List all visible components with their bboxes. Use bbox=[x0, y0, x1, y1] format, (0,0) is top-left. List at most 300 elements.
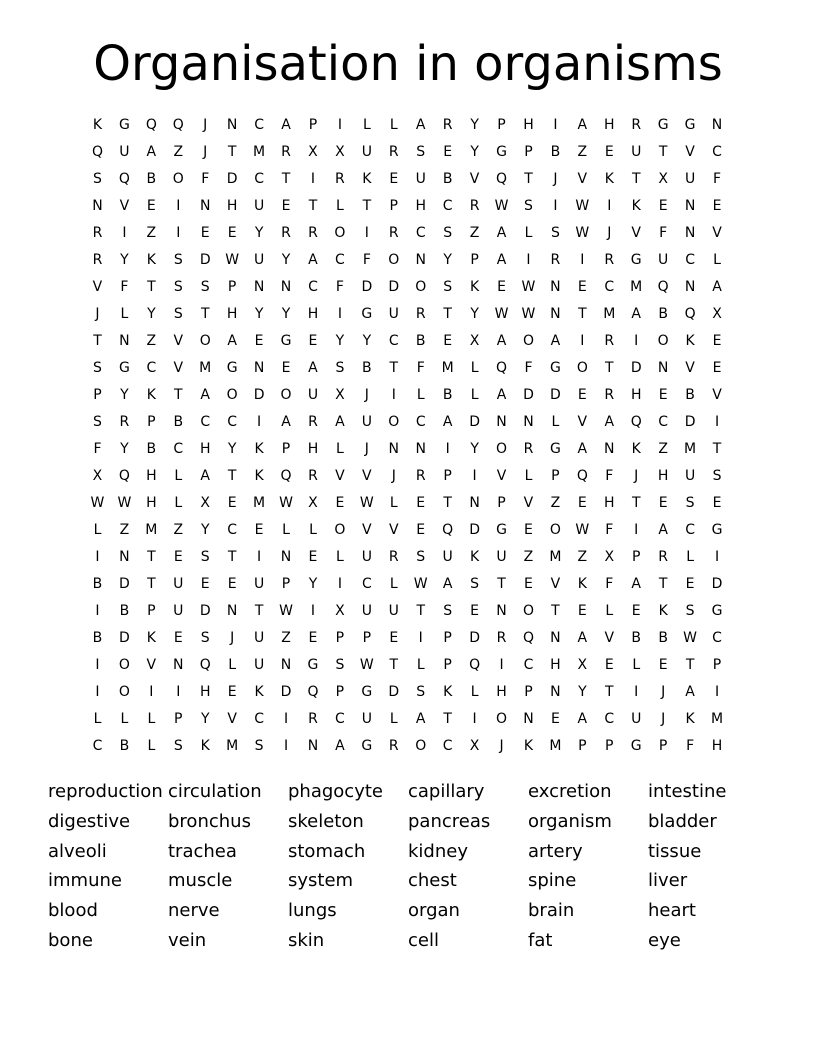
grid-letter: Y bbox=[254, 225, 264, 241]
grid-letter: G bbox=[549, 360, 561, 376]
grid-letter: D bbox=[684, 414, 696, 430]
grid-letter: S bbox=[173, 252, 183, 268]
grid-letter: T bbox=[93, 333, 102, 349]
grid-letter: K bbox=[443, 684, 453, 700]
grid-letter: X bbox=[92, 468, 103, 484]
grid-letter: B bbox=[631, 630, 642, 646]
grid-letter: C bbox=[442, 738, 453, 754]
grid-letter: T bbox=[227, 468, 237, 484]
grid-letter: T bbox=[712, 441, 722, 457]
grid-letter: W bbox=[683, 630, 698, 646]
grid-letter: I bbox=[283, 738, 289, 754]
grid-letter: G bbox=[226, 360, 238, 376]
grid-letter: G bbox=[118, 117, 130, 133]
grid-letter: S bbox=[200, 630, 210, 646]
grid-letter: E bbox=[416, 495, 426, 511]
grid-letter: I bbox=[607, 198, 612, 214]
grid-letter: T bbox=[551, 603, 560, 619]
grid-letter: X bbox=[658, 171, 668, 187]
grid-letter: R bbox=[415, 306, 426, 322]
grid-letter: F bbox=[362, 252, 371, 268]
grid-letter: Q bbox=[118, 171, 130, 187]
grid-letter: S bbox=[335, 657, 345, 673]
grid-letter: Q bbox=[684, 306, 696, 322]
word-list-item: muscle bbox=[168, 870, 233, 892]
grid-letter: V bbox=[362, 522, 372, 538]
grid-letter: H bbox=[496, 684, 507, 700]
grid-letter: R bbox=[388, 738, 399, 754]
grid-letter: V bbox=[92, 279, 103, 295]
word-list-item: artery bbox=[528, 840, 583, 862]
grid-letter: L bbox=[120, 711, 129, 727]
grid-letter: C bbox=[335, 252, 345, 268]
grid-letter: U bbox=[307, 387, 319, 403]
grid-letter: K bbox=[200, 738, 210, 754]
grid-letter: X bbox=[308, 495, 318, 511]
grid-letter: D bbox=[469, 630, 480, 646]
grid-letter: Z bbox=[173, 144, 184, 160]
grid-letter: S bbox=[173, 738, 183, 754]
grid-letter: L bbox=[389, 495, 398, 511]
grid-letter: Y bbox=[470, 306, 479, 322]
grid-letter: S bbox=[254, 738, 264, 754]
word-list-item: blood bbox=[48, 900, 98, 922]
grid-letter: J bbox=[553, 171, 558, 187]
grid-letter: L bbox=[120, 306, 129, 322]
grid-letter: M bbox=[630, 279, 643, 295]
grid-letter: C bbox=[442, 198, 453, 214]
grid-letter: E bbox=[227, 225, 237, 241]
grid-letter: X bbox=[200, 495, 211, 511]
grid-letter: Z bbox=[577, 549, 588, 565]
grid-letter: Q bbox=[307, 684, 319, 700]
grid-letter: F bbox=[686, 738, 695, 754]
grid-letter: S bbox=[470, 576, 480, 592]
grid-letter: G bbox=[549, 441, 561, 457]
grid-letter: L bbox=[416, 657, 425, 673]
grid-letter: E bbox=[524, 576, 533, 592]
grid-letter: A bbox=[577, 711, 588, 727]
grid-letter: Z bbox=[173, 522, 184, 538]
grid-letter: B bbox=[658, 306, 668, 322]
word-list-item: nerve bbox=[168, 900, 220, 922]
grid-letter: E bbox=[281, 360, 291, 376]
grid-letter: X bbox=[712, 306, 722, 322]
grid-letter: Q bbox=[199, 657, 211, 673]
grid-letter: K bbox=[685, 711, 695, 727]
grid-letter: C bbox=[388, 333, 399, 349]
grid-letter: B bbox=[362, 360, 372, 376]
grid-letter: J bbox=[391, 468, 396, 484]
grid-letter: P bbox=[470, 252, 479, 268]
grid-letter: J bbox=[203, 144, 208, 160]
grid-letter: S bbox=[173, 306, 183, 322]
grid-letter: A bbox=[227, 333, 237, 349]
grid-letter: U bbox=[173, 603, 184, 619]
grid-letter: O bbox=[334, 522, 346, 538]
grid-letter: B bbox=[119, 738, 130, 754]
grid-letter: A bbox=[281, 414, 291, 430]
word-list-item: kidney bbox=[408, 840, 468, 862]
grid-letter: I bbox=[634, 684, 639, 700]
grid-letter: U bbox=[253, 252, 265, 268]
grid-letter: A bbox=[577, 441, 588, 457]
grid-letter: A bbox=[550, 333, 561, 349]
grid-letter: N bbox=[415, 252, 426, 268]
grid-letter: N bbox=[226, 117, 238, 133]
grid-letter: P bbox=[335, 630, 345, 646]
grid-letter: W bbox=[575, 522, 590, 538]
word-list-item: phagocyte bbox=[288, 781, 383, 802]
grid-letter: I bbox=[364, 225, 369, 241]
grid-letter: S bbox=[712, 468, 722, 484]
grid-letter: N bbox=[550, 684, 561, 700]
grid-letter: H bbox=[604, 495, 615, 511]
grid-letter: I bbox=[310, 171, 316, 187]
grid-letter: P bbox=[524, 684, 533, 700]
grid-letter: U bbox=[361, 711, 372, 727]
grid-letter: P bbox=[605, 738, 614, 754]
grid-letter: B bbox=[442, 387, 453, 403]
grid-letter: N bbox=[92, 198, 103, 214]
grid-letter: U bbox=[658, 252, 669, 268]
grid-letter: E bbox=[685, 576, 695, 592]
grid-letter: K bbox=[146, 387, 156, 403]
word-list-item: stomach bbox=[288, 840, 366, 862]
grid-letter: V bbox=[604, 630, 615, 646]
grid-letter: T bbox=[578, 306, 587, 322]
grid-letter: A bbox=[415, 117, 426, 133]
grid-letter: U bbox=[631, 711, 642, 727]
grid-letter: K bbox=[577, 576, 587, 592]
grid-letter: A bbox=[281, 117, 291, 133]
grid-letter: M bbox=[226, 738, 239, 754]
grid-letter: A bbox=[442, 414, 453, 430]
grid-letter: D bbox=[523, 387, 534, 403]
grid-letter: K bbox=[523, 738, 534, 754]
grid-letter: E bbox=[173, 549, 183, 565]
grid-letter: R bbox=[119, 414, 130, 430]
grid-letter: N bbox=[469, 495, 480, 511]
grid-letter: C bbox=[415, 414, 426, 430]
grid-letter: E bbox=[389, 171, 399, 187]
grid-letter: C bbox=[712, 144, 722, 160]
grid-letter: A bbox=[200, 468, 210, 484]
grid-letter: Y bbox=[443, 252, 452, 268]
grid-letter: N bbox=[496, 414, 507, 430]
grid-letter: L bbox=[713, 252, 721, 268]
grid-letter: T bbox=[631, 171, 641, 187]
grid-letter: T bbox=[416, 603, 425, 619]
grid-letter: N bbox=[280, 549, 292, 565]
grid-letter: I bbox=[472, 468, 477, 484]
grid-letter: U bbox=[388, 603, 399, 619]
grid-letter: Q bbox=[522, 630, 534, 646]
grid-letter: B bbox=[146, 171, 157, 187]
grid-letter: E bbox=[200, 576, 210, 592]
word-list-item: liver bbox=[648, 870, 688, 892]
grid-letter: R bbox=[604, 387, 615, 403]
grid-letter: E bbox=[550, 711, 560, 727]
grid-letter: M bbox=[441, 360, 454, 376]
word-list-item: vein bbox=[168, 929, 207, 951]
grid-letter: H bbox=[523, 117, 534, 133]
grid-letter: L bbox=[605, 603, 614, 619]
grid-letter: A bbox=[496, 252, 507, 268]
grid-letter: U bbox=[253, 630, 265, 646]
grid-letter: T bbox=[254, 603, 264, 619]
grid-letter: R bbox=[523, 441, 534, 457]
grid-letter: T bbox=[362, 198, 372, 214]
grid-letter: E bbox=[335, 495, 345, 511]
grid-letter: W bbox=[413, 576, 428, 592]
grid-letter: Z bbox=[146, 225, 157, 241]
word-list-item: capillary bbox=[408, 781, 485, 802]
grid-letter: I bbox=[257, 549, 262, 565]
grid-letter: A bbox=[442, 576, 453, 592]
grid-letter: K bbox=[146, 630, 156, 646]
grid-letter: T bbox=[524, 171, 533, 187]
grid-letter: N bbox=[523, 414, 534, 430]
grid-letter: E bbox=[254, 522, 264, 538]
grid-letter: M bbox=[549, 738, 562, 754]
grid-letter: G bbox=[711, 522, 723, 538]
grid-letter: T bbox=[308, 198, 318, 214]
grid-letter: C bbox=[146, 360, 157, 376]
grid-letter: P bbox=[497, 117, 506, 133]
grid-letter: J bbox=[364, 441, 369, 457]
grid-letter: S bbox=[443, 279, 453, 295]
grid-letter: R bbox=[604, 333, 615, 349]
grid-letter: U bbox=[253, 657, 265, 673]
grid-letter: T bbox=[281, 171, 291, 187]
grid-letter: V bbox=[146, 657, 157, 673]
grid-letter: D bbox=[361, 279, 373, 295]
grid-letter: B bbox=[415, 333, 426, 349]
grid-letter: C bbox=[254, 117, 264, 133]
grid-letter: A bbox=[200, 387, 210, 403]
grid-letter: Y bbox=[470, 117, 479, 133]
grid-letter: Q bbox=[630, 414, 642, 430]
grid-letter: C bbox=[227, 522, 238, 538]
grid-letter: E bbox=[254, 333, 264, 349]
grid-letter: A bbox=[308, 252, 318, 268]
grid-letter: S bbox=[416, 684, 426, 700]
grid-letter: Y bbox=[308, 576, 318, 592]
grid-letter: P bbox=[443, 468, 452, 484]
grid-letter: L bbox=[174, 468, 183, 484]
grid-letter: M bbox=[253, 144, 266, 160]
grid-letter: K bbox=[362, 171, 372, 187]
grid-letter: U bbox=[684, 171, 696, 187]
grid-letter: C bbox=[658, 414, 669, 430]
word-list-item: heart bbox=[648, 900, 696, 922]
grid-letter: P bbox=[712, 657, 722, 673]
grid-letter: T bbox=[497, 576, 506, 592]
grid-letter: T bbox=[147, 549, 156, 565]
grid-letter: I bbox=[634, 522, 639, 538]
grid-letter: H bbox=[307, 306, 319, 322]
grid-letter: P bbox=[551, 468, 560, 484]
grid-letter: O bbox=[496, 711, 508, 727]
grid-letter: E bbox=[604, 657, 614, 673]
grid-letter: S bbox=[200, 279, 210, 295]
grid-letter: E bbox=[443, 333, 453, 349]
grid-letter: O bbox=[388, 252, 400, 268]
grid-letter: S bbox=[443, 225, 453, 241]
grid-letter: D bbox=[469, 522, 480, 538]
grid-letter: L bbox=[416, 387, 425, 403]
grid-letter: E bbox=[227, 495, 237, 511]
grid-letter: X bbox=[577, 657, 588, 673]
grid-letter: E bbox=[712, 360, 722, 376]
grid-letter: N bbox=[711, 117, 723, 133]
grid-letter: H bbox=[226, 198, 238, 214]
grid-letter: F bbox=[416, 360, 425, 376]
grid-letter: G bbox=[684, 117, 696, 133]
word-list-item: digestive bbox=[48, 810, 131, 832]
grid-letter: E bbox=[577, 387, 587, 403]
grid-letter: E bbox=[658, 387, 668, 403]
grid-letter: E bbox=[173, 630, 183, 646]
grid-letter: V bbox=[496, 468, 507, 484]
grid-letter: V bbox=[631, 225, 641, 241]
grid-letter: G bbox=[280, 333, 292, 349]
word-list-item: bronchus bbox=[168, 810, 251, 832]
grid-letter: E bbox=[658, 495, 668, 511]
grid-letter: T bbox=[147, 576, 156, 592]
grid-letter: E bbox=[712, 198, 722, 214]
grid-letter: E bbox=[524, 522, 533, 538]
grid-letter: E bbox=[497, 279, 506, 295]
grid-letter: C bbox=[254, 711, 264, 727]
grid-letter: X bbox=[469, 738, 480, 754]
grid-letter: N bbox=[684, 198, 696, 214]
grid-letter: D bbox=[469, 414, 480, 430]
grid-letter: Z bbox=[281, 630, 291, 646]
grid-letter: R bbox=[631, 117, 642, 133]
grid-letter: P bbox=[578, 738, 587, 754]
grid-letter: F bbox=[524, 360, 533, 376]
grid-letter: N bbox=[119, 549, 130, 565]
grid-letter: H bbox=[199, 684, 211, 700]
grid-letter: T bbox=[200, 306, 210, 322]
grid-letter: L bbox=[147, 711, 156, 727]
grid-letter: I bbox=[526, 252, 531, 268]
grid-letter: W bbox=[575, 225, 590, 241]
grid-letter: Q bbox=[576, 468, 588, 484]
word-list-item: skeleton bbox=[288, 810, 364, 832]
grid-letter: L bbox=[336, 549, 344, 565]
grid-letter: A bbox=[496, 225, 507, 241]
grid-letter: R bbox=[388, 144, 399, 160]
grid-letter: E bbox=[308, 630, 318, 646]
grid-letter: R bbox=[308, 711, 318, 727]
grid-letter: H bbox=[657, 468, 669, 484]
grid-letter: Y bbox=[578, 684, 587, 700]
grid-letter: M bbox=[710, 711, 724, 727]
grid-letter: E bbox=[470, 603, 480, 619]
grid-letter: X bbox=[469, 333, 480, 349]
grid-letter: T bbox=[685, 657, 695, 673]
grid-letter: U bbox=[253, 198, 265, 214]
grid-letter: F bbox=[605, 576, 614, 592]
grid-letter: S bbox=[685, 495, 695, 511]
grid-letter: R bbox=[442, 117, 453, 133]
grid-letter: F bbox=[605, 468, 614, 484]
grid-letter: D bbox=[388, 684, 400, 700]
grid-letter: S bbox=[416, 549, 426, 565]
word-list-item: eye bbox=[648, 929, 681, 951]
grid-letter: P bbox=[227, 279, 237, 295]
grid-letter: P bbox=[658, 738, 668, 754]
word-list-item: intestine bbox=[648, 781, 727, 802]
grid-letter: Y bbox=[120, 252, 129, 268]
word-list-item: pancreas bbox=[408, 810, 491, 832]
grid-letter: O bbox=[118, 657, 130, 673]
grid-letter: I bbox=[149, 684, 154, 700]
grid-letter: C bbox=[173, 441, 184, 457]
grid-letter: A bbox=[496, 387, 507, 403]
grid-letter: B bbox=[173, 414, 184, 430]
grid-letter: S bbox=[524, 198, 533, 214]
grid-letter: W bbox=[279, 603, 293, 619]
grid-letter: G bbox=[361, 306, 373, 322]
grid-letter: U bbox=[253, 576, 265, 592]
grid-letter: R bbox=[496, 630, 507, 646]
grid-letter: K bbox=[604, 171, 614, 187]
grid-letter: U bbox=[684, 468, 696, 484]
grid-letter: D bbox=[119, 630, 130, 646]
grid-letter: L bbox=[551, 414, 560, 430]
grid-letter: C bbox=[254, 171, 264, 187]
grid-letter: V bbox=[577, 171, 588, 187]
grid-letter: I bbox=[257, 414, 262, 430]
grid-letter: E bbox=[577, 603, 587, 619]
grid-letter: R bbox=[388, 225, 399, 241]
grid-letter: R bbox=[281, 225, 291, 241]
grid-letter: U bbox=[442, 549, 453, 565]
grid-letter: B bbox=[442, 171, 453, 187]
grid-letter: L bbox=[470, 360, 479, 376]
grid-letter: W bbox=[279, 495, 293, 511]
grid-letter: P bbox=[631, 549, 641, 565]
grid-letter: T bbox=[605, 360, 614, 376]
grid-letter: F bbox=[659, 225, 668, 241]
word-list-item: cell bbox=[408, 929, 439, 951]
grid-letter: I bbox=[418, 630, 423, 646]
grid-letter: S bbox=[200, 549, 210, 565]
grid-letter: R bbox=[658, 549, 669, 565]
grid-letter: V bbox=[685, 144, 695, 160]
word-list-item: organ bbox=[408, 900, 460, 922]
grid-letter: C bbox=[604, 711, 615, 727]
grid-letter: U bbox=[361, 603, 372, 619]
grid-letter: Y bbox=[281, 306, 291, 322]
grid-letter: A bbox=[658, 522, 668, 538]
grid-letter: J bbox=[634, 468, 639, 484]
grid-letter: R bbox=[92, 252, 103, 268]
grid-letter: L bbox=[174, 495, 183, 511]
grid-letter: A bbox=[577, 630, 588, 646]
grid-letter: I bbox=[337, 117, 342, 133]
grid-letter: Y bbox=[470, 144, 479, 160]
grid-letter: P bbox=[281, 576, 291, 592]
grid-letter: N bbox=[684, 279, 696, 295]
grid-letter: P bbox=[308, 117, 318, 133]
grid-letter: D bbox=[630, 360, 642, 376]
grid-letter: R bbox=[92, 225, 103, 241]
